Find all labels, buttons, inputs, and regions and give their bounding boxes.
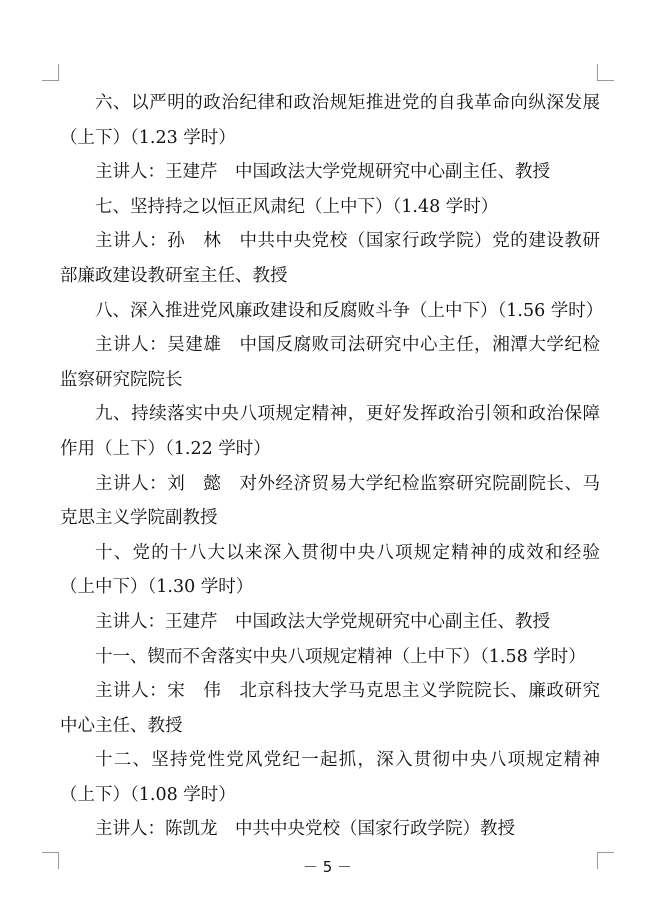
lecturer-6: 主讲人：王建芹 中国政法大学党规研究中心副主任、教授 [95, 162, 550, 183]
lecturer-10: 主讲人：王建芹 中国政法大学党规研究中心副主任、教授 [95, 611, 550, 632]
course-title-6: 六、以严明的政治纪律和政治规矩推进党的自我革命向纵深发展（上下）（1.23 学时） [60, 93, 600, 148]
lecturer-9: 主讲人：刘 懿 对外经济贸易大学纪检监察研究院副院长、马克思主义学院副教授 [60, 473, 600, 529]
document-body [60, 86, 604, 847]
lecturer-12: 主讲人：陈凯龙 中共中央党校（国家行政学院）教授 [95, 819, 515, 840]
lecturer-11: 主讲人：宋 伟 北京科技大学马克思主义学院院长、廉政研究中心主任、教授 [60, 681, 600, 736]
course-title-12: 十二、坚持党性党风党纪一起抓，深入贯彻中央八项规定精神（上下）（1.08 学时） [60, 750, 600, 805]
crop-mark-top-right [597, 64, 614, 81]
crop-mark-top-left [42, 64, 59, 81]
course-title-10: 十、党的十八大以来深入贯彻中央八项规定精神的成效和经验（上中下）（1.30 学时） [60, 542, 600, 598]
lecturer-7: 主讲人：孙 林 中共中央党校（国家行政学院）党的建设教研部廉政建设教研室主任、教授 [60, 231, 600, 286]
lecturer-8: 主讲人：吴建雄 中国反腐败司法研究中心主任，湘潭大学纪检监察研究院院长 [60, 335, 600, 390]
course-title-8: 八、深入推进党风廉政建设和反腐败斗争（上中下）（1.56 学时） [95, 300, 604, 321]
page-number: － 5 － [302, 858, 353, 876]
course-title-11: 十一、锲而不舍落实中央八项规定精神（上中下）（1.58 学时） [95, 646, 586, 667]
course-title-7: 七、坚持持之以恒正风肃纪（上中下）（1.48 学时） [95, 196, 499, 217]
course-title-9: 九、持续落实中央八项规定精神，更好发挥政治引领和政治保障作用（上下）（1.22 学时） [60, 404, 600, 459]
